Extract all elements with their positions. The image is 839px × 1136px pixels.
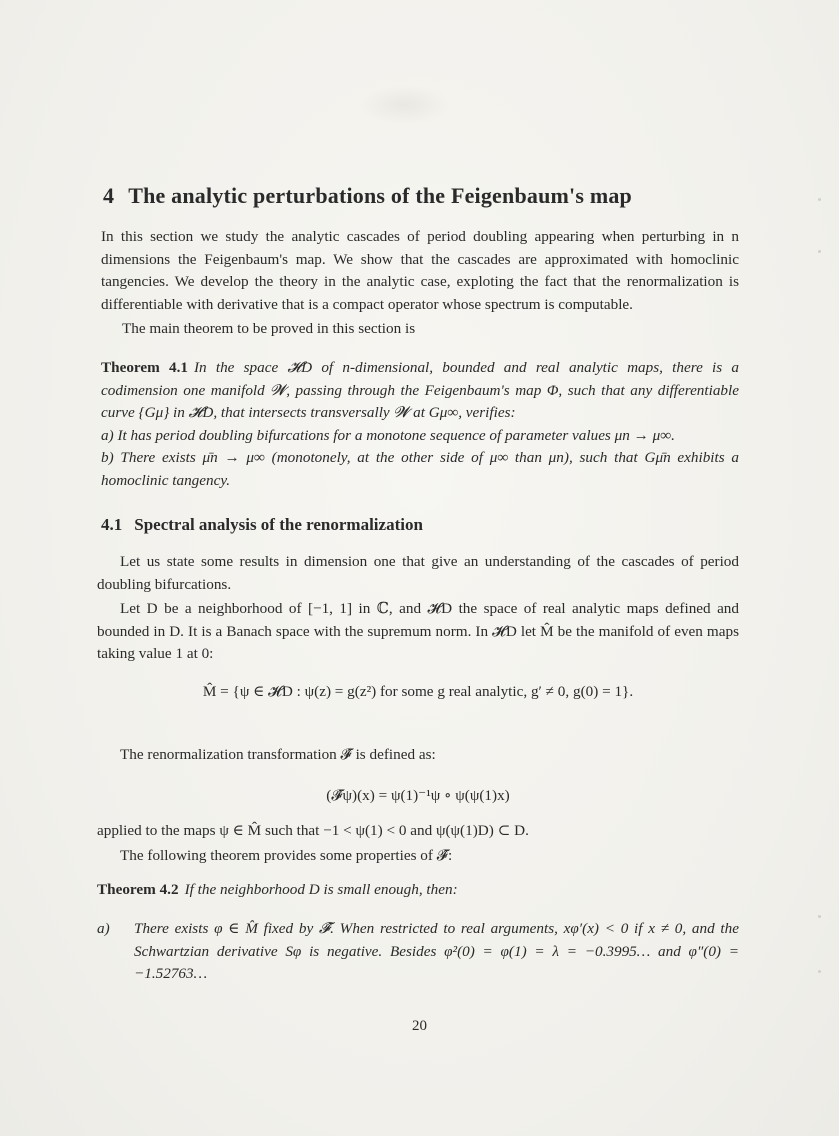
item-text: There exists φ ∈ M̂ fixed by 𝓕̂. When restricted to real arguments, xφ′(x) < 0 if x ≠ 0, and the Schwartzian derivative Sφ is negative. Besides φ²(0) = φ(1) = λ = −0.3995… and φ″(0) = −1.52763… [134,920,739,982]
subsection-heading [101,515,739,535]
theorem-item-a: a) It has period doubling bifurcations for a monotone sequence of parameter values μn → μ∞. [101,426,675,444]
scan-speck [818,970,821,973]
equation-manifold: M̂ = {ψ ∈ 𝓗D : ψ(z) = g(z²) for some g real analytic, g′ ≠ 0, g(0) = 1}. [202,683,634,700]
body-paragraph: Let D be a neighborhood of [−1, 1] in ℂ, and 𝓗D the space of real analytic maps defined and bounded in D. It is a Banach space with the supremum norm. In 𝓗D let M̂ be the manifold of even maps taking value 1 at 0: [97,600,739,662]
theorem-4-2 [97,879,739,902]
theorem-statement: In the space 𝓗D of n-dimensional, bounded and real analytic maps, there is a codimension one manifold 𝓦, passing through the Feigenbaum's map Φ, such that any differentiable curve {Gμ} in 𝓗D, that intersects transversally 𝓦 at Gμ∞, verifies: [101,359,739,421]
section-title: The analytic perturbations of the Feigenbaum's map [128,183,632,208]
body-paragraph: The renormalization transformation 𝓕̂ is defined as: [120,746,436,763]
equation-renormalization: (𝓕̂ψ)(x) = ψ(1)⁻¹ψ ∘ ψ(ψ(1)x) [326,787,510,804]
section-heading [103,183,783,209]
scan-speck [818,915,821,918]
scan-smudge [360,85,450,125]
theorem-heading: Theorem 4.1 [101,359,188,376]
theorem-4-1 [101,357,739,492]
theorem-item-a [97,918,739,986]
scan-speck [818,198,821,201]
body-paragraph: The following theorem provides some properties of 𝓕̂: [120,847,453,864]
theorem-item-b: b) There exists μ̄n → μ∞ (monotonely, at the other side of μ∞ than μn), such that Gμ̄n exhibits a homoclinic tangency. [101,449,739,489]
theorem-heading: Theorem 4.2 [97,881,179,898]
body-paragraph: Let us state some results in dimension one that give an understanding of the cascades of period doubling bifurcations. [97,553,739,593]
body-paragraph: applied to the maps ψ ∈ M̂ such that −1 < ψ(1) < 0 and ψ(ψ(1)D) ⊂ D. [97,822,529,839]
scan-speck [818,250,821,253]
subsection-number: 4.1 [101,515,123,534]
theorem-statement: If the neighborhood D is small enough, then: [184,881,458,898]
item-label: a) [97,920,110,937]
intro-paragraph: In this section we study the analytic cascades of period doubling appearing when perturbing in n dimensions the Feigenbaum's map. We show that the cascades are approximated with homoclinic tangencies. We develop the theory in the analytic case, exploting the fact that the renormalization is differentiable with derivative that is a compact operator whose spectrum is computable. [101,228,739,313]
main-theorem-line: The main theorem to be proved in this section is [122,320,416,337]
section-number: 4 [103,183,115,208]
subsection-title: Spectral analysis of the renormalization [134,515,423,534]
page-number: 20 [412,1018,427,1034]
